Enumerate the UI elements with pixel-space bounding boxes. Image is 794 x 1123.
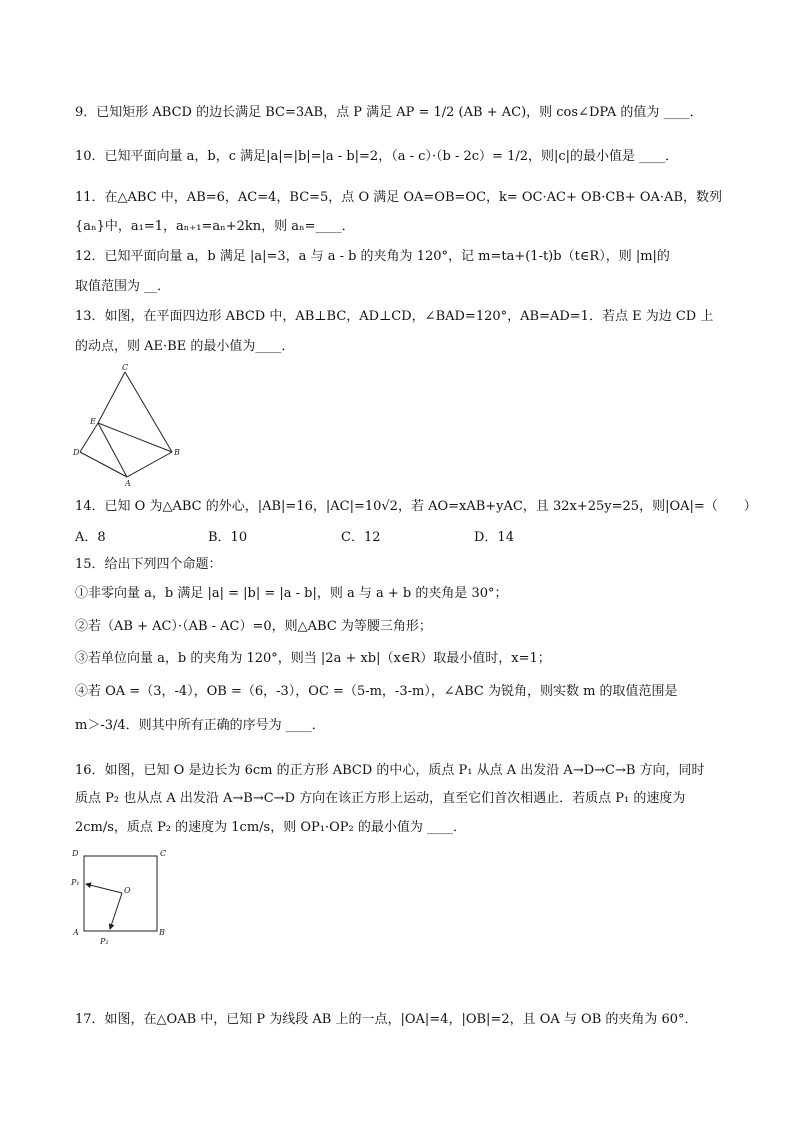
problem-11-line1: 11．在△ABC 中，AB=6，AC=4，BC=5，点 O 满足 OA=OB=OC，k= OC·AC+ OB·CB+ OA·AB，数列 — [75, 190, 722, 205]
problem-14: 14．已知 O 为△ABC 的外心，|AB|=16，|AC|=10√2，若 AO=xAB+yAC，且 32x+25y=25，则|OA|=（ ） — [75, 499, 757, 514]
figure-16-square — [64, 846, 184, 951]
label-E: E — [90, 417, 96, 426]
problem-15-item1: ①非零向量 a，b 满足 |a| = |b| = |a - b|，则 a 与 a + b 的夹角是 30°； — [75, 586, 508, 601]
problem-15-title: 15．给出下列四个命题： — [75, 557, 222, 572]
problem-12-line2: 取值范围为 __． — [75, 279, 171, 294]
label-A: A — [125, 479, 131, 487]
problem-15-item3: ③若单位向量 a，b 的夹角为 120°，则当 |2a + xb|（x∈R）取最小值时，x=1； — [75, 651, 551, 666]
problem-9: 9．已知矩形 ABCD 的边长满足 BC=3AB，点 P 满足 AP = 1/2 (AB + AC)，则 cos∠DPA 的值为 ____． — [75, 105, 703, 120]
option-a: A．8 — [75, 530, 106, 545]
problem-13-line2: 的动点，则 AE·BE 的最小值为____． — [75, 339, 295, 354]
label-P2: P₂ — [100, 937, 109, 946]
option-b: B．10 — [208, 530, 248, 545]
label-D: D — [72, 849, 79, 858]
problem-13-line1: 13．如图，在平面四边形 ABCD 中，AB⊥BC，AD⊥CD，∠BAD=120°，AB=AD=1．若点 E 为边 CD 上 — [75, 309, 714, 324]
problem-17: 17．如图，在△OAB 中，已知 P 为线段 AB 上的一点，|OA|=4，|OB|=2，且 OA 与 OB 的夹角为 60°． — [75, 1012, 698, 1027]
label-C: C — [122, 363, 129, 372]
label-B: B — [159, 928, 165, 937]
problem-15-item2: ②若（AB + AC）·（AB - AC）=0，则△ABC 为等腰三角形； — [75, 619, 432, 634]
problem-12-line1: 12．已知平面向量 a，b 满足 |a|=3，a 与 a - b 的夹角为 120°，记 m=ta+(1-t)b（t∈R），则 |m|的 — [75, 249, 670, 264]
problem-14-options — [75, 526, 607, 545]
problem-15-item4-line1: ④若 OA =（3，-4），OB =（6，-3），OC =（5-m，-3-m），∠ABC 为锐角，则实数 m 的取值范围是 — [75, 684, 678, 699]
problem-11-line2: {aₙ}中，a₁=1，aₙ₊₁=aₙ+2kn，则 aₙ=____． — [75, 219, 355, 234]
problem-16-line2: 质点 P₂ 也从点 A 出发沿 A→B→C→D 方向在该正方形上运动，直至它们首次相遇止．若质点 P₁ 的速度为 — [75, 791, 686, 806]
problem-16-line3: 2cm/s，质点 P₂ 的速度为 1cm/s，则 OP₁·OP₂ 的最小值为 ____． — [75, 820, 466, 835]
figure-13-quadrilateral — [70, 362, 180, 487]
label-B: B — [174, 448, 180, 457]
label-P1: P₁ — [71, 878, 80, 887]
problem-15-item4-line2: m＞-3/4．则其中所有正确的序号为 ____． — [75, 718, 325, 733]
label-C: C — [160, 849, 167, 858]
problem-10: 10．已知平面向量 a，b，c 满足|a|=|b|=|a - b|=2，（a - c）·（b - 2c）= 1/2，则|c|的最小值是 ____． — [75, 149, 679, 164]
option-d: D．14 — [474, 530, 514, 545]
label-A: A — [73, 928, 79, 937]
option-c: C．12 — [341, 530, 381, 545]
label-O: O — [124, 886, 131, 895]
label-D: D — [73, 448, 80, 457]
problem-16-line1: 16．如图，已知 O 是边长为 6cm 的正方形 ABCD 的中心，质点 P₁ 从点 A 出发沿 A→D→C→B 方向，同时 — [75, 763, 705, 778]
